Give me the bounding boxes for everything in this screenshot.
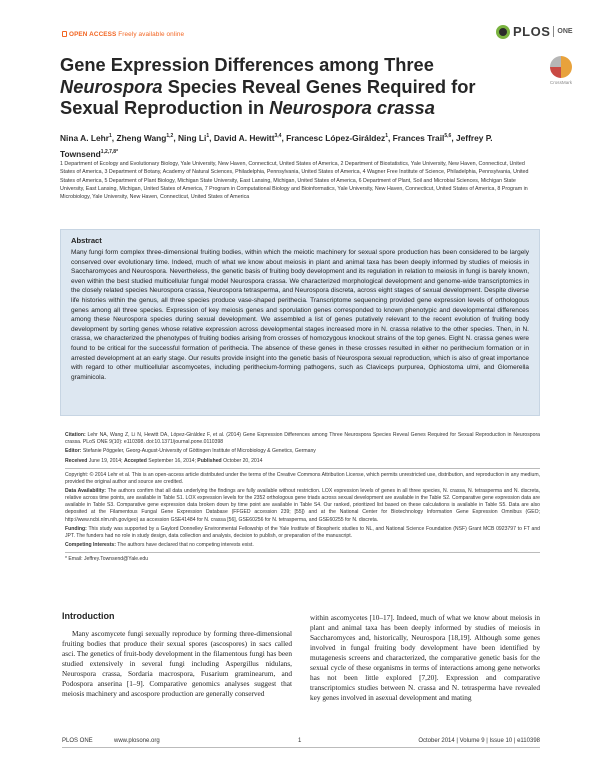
author-list: Nina A. Lehr$^1$, Zheng Wang$^{1,2}$, Ning Li$^1$, David A. Hewitt$^{3,4}$, Francesc López-Giráldez$^1$, Frances Trail$^{5,6}$, Jeffrey P. Townsend$^{1,2,7,8*}$	[60, 132, 493, 159]
author-affiliation-marker: 3,4	[274, 133, 282, 139]
competing-interests-text: The authors have declared that no competing interests exist.	[117, 542, 254, 549]
funding-text: This study was supported by a Gaylord Donnelley Environmental Fellowship of the Yale Institute of Biospheric studies to NL, and National Science Foundation (NSF) Grant MCB 0923797 to FT and JPT. The funders had no role in study design, data collection and analysis, decision to publish, or preparation of the manuscript.	[65, 525, 540, 539]
meta-divider	[65, 468, 540, 469]
plos-one-logo[interactable]	[496, 24, 573, 39]
funding: Funding: This study was supported by a Gaylord Donnelley Environmental Fellowship of the Yale Institute of Biospheric studies to NL, and National Science Foundation (NSF) Grant MCB 0923797 to FT and JPT. The funders had no role in study design, data collection and analysis, decision to publish, or preparation of the manuscript.	[65, 525, 540, 539]
meta-divider-2	[65, 552, 540, 553]
footer-rule	[62, 747, 540, 748]
crossmark-icon	[550, 56, 572, 78]
author-name: Jeffrey P. Townsend	[60, 132, 493, 159]
introduction-left-column: Many ascomycete fungi sexually reproduce by forming three-dimensional fruiting bodies that produce their sexual spores (ascospores) in sacs called asci. The genetics of fruit-body development in the filamentous fungi has been studied extensively in several fungi including Aspergillus nidulans, Neurospora crassa, Sordaria macrospora, Fusarium graminearum, and Podospora anserina [1–9]. Comparative genomics analyses suggest that meiosis machinery and ascospore production are generally conserved	[62, 629, 292, 698]
page-number: 1	[298, 738, 302, 744]
citation-text: Lehr NA, Wang Z, Li N, Hewitt DA, López-Giráldez F, et al. (2014) Gene Expression Differences among Three Neurospora Species Reveal Genes Required for Sexual Reproduction in Neurospora crassa. PLoS ONE 9(10): e110398. doi:10.1371/journal.pone.0110398	[65, 432, 540, 446]
editor-text: Stefanie Pöggeler, Georg-August-University of Göttingen Institute of Microbiology & Genetics, Germany	[82, 448, 316, 455]
logo-divider	[553, 26, 554, 37]
corresponding-email[interactable]: * Email: Jeffrey.Townsend@Yale.edu	[65, 556, 149, 563]
one-wordmark: ONE	[557, 28, 573, 35]
author-affiliation-marker: 1	[385, 133, 389, 139]
plos-wordmark: PLOS	[513, 24, 551, 39]
footer-issue: October 2014 | Volume 9 | Issue 10 | e110398	[418, 738, 540, 744]
article-title	[60, 54, 530, 119]
abstract-heading: Abstract	[71, 236, 102, 245]
author-affiliation-marker: 1,2	[166, 133, 174, 139]
competing-interests: Competing Interests: The authors have declared that no competing interests exist.	[65, 542, 254, 549]
plos-logo-icon	[496, 25, 510, 39]
copyright-text: Copyright: © 2014 Lehr et al. This is an open-access article distributed under the terms of the Creative Commons Attribution License, which permits unrestricted use, distribution, and reproduction in any medium, provided the original author and source are credited.	[65, 471, 540, 485]
author-affiliation-marker: 1	[206, 133, 210, 139]
open-access-label: OPEN ACCESS	[69, 31, 117, 38]
introduction-heading: Introduction	[62, 611, 115, 621]
abstract-box	[60, 229, 540, 416]
footer-journal: PLOS ONE	[62, 738, 93, 744]
citation: Citation: Lehr NA, Wang Z, Li N, Hewitt DA, López-Giráldez F, et al. (2014) Gene Expression Differences among Three Neurospora Species Reveal Genes Required for Sexual Reproduction in Neurospora crassa. PLoS ONE 9(10): e110398. doi:10.1371/journal.pone.0110398	[65, 432, 540, 446]
author-affiliation-marker: 1,2,7,8*	[100, 148, 119, 155]
title-part-1: Gene Expression Differences among Three	[60, 54, 434, 75]
title-species: Neurospora crassa	[269, 97, 435, 118]
freely-available-label: Freely available online	[118, 31, 185, 38]
title-part-2: Species Reveal Genes Required for Sexual Reproduction in	[60, 75, 476, 118]
data-availability-text: The authors confirm that all data underlying the findings are fully available without restriction. LOX expression levels of genes in all three species, N. crassa, N. tetrasperma and N. discreta, relative across time points, are available in Table S1. LOX expression levels for the 2352 orthologous gene triads across sexual development are available in the Table S2. Comparative gene expression data are available in Table S3. Comparative gene expression data broken down by time point are available in Table S4. Our ranked, prioritized list based on these calculations is available in Table S5. Data are also deposited at the Filamentous Fungal Gene Expression Database (FFGED accession 239; [55]) and at the National Center for Biotechnology Information Gene Expression Omnibus (GEO; http://www.ncbi.nlm.nih.gov/geo) as accession GSE41484 for N. crassa [56], GSE60256 for N. tetrasperma, and GSE60255 for N. discreta.	[65, 488, 540, 523]
crossmark-label: CrossMark	[549, 80, 573, 85]
author-name: Zheng Wang	[116, 132, 167, 143]
open-lock-icon	[62, 31, 67, 37]
title-genus-1: Neurospora	[60, 75, 163, 97]
affiliations: 1 Department of Ecology and Evolutionary Biology, Yale University, New Haven, Connecticut, United States of America, 2 Department of Biostatistics, Yale University, New Haven, Connecticut, United States of America, 3 Department of Botany, Academy of Natural Sciences, Philadelphia, Pennsylvania, United States of America, 4 Wagner Free Institute of Science, Philadelphia, Pennsylvania, United States of America, 5 Department of Plant Biology, Michigan State University, East Lansing, Michigan, United States of America, 6 Department of Plant, Soil and Microbial Sciences, Michigan State University, East Lansing, Michigan, United States of America, 7 Program in Computational Biology and Bioinformatics, Yale University, New Haven, Connecticut, United States of America, 8 Program in Microbiology, Yale University, New Haven, Connecticut, United States of America	[60, 161, 529, 201]
author-name: Ning Li	[178, 132, 207, 143]
author-name: Nina A. Lehr	[60, 132, 110, 143]
dates: Received June 19, 2014; Accepted September 16, 2014; Published October 20, 2014	[65, 457, 263, 464]
open-access-banner	[62, 31, 184, 38]
author-name: Francesc López-Giráldez	[286, 132, 386, 143]
author-name: Frances Trail	[392, 132, 445, 143]
crossmark-badge[interactable]	[546, 56, 576, 85]
introduction-right-column: within ascomycetes [10–17]. Indeed, much of what we know about meiosis in plant and animal taxa has been deeply informed by studies of meiosis in Saccharomyces and, historically, Neurospora [18,19]. Although some genes involved in fungal fruiting body development have been identified by mutagenesis screens and characterized, the comparative genetic basis for the sexual cycle of these organisms in terms of interactions among gene networks has not been little explored [7,20]. Expression and comparative transcriptomics studies between N. crassa and N. tetrasperma have revealed key genes involved in asexual development and mating	[310, 613, 540, 702]
data-availability: Data Availability: The authors confirm that all data underlying the findings are fully available without restriction. LOX expression levels of genes in all three species, N. crassa, N. tetrasperma and N. discreta, relative across time points, are available in Table S1. LOX expression levels for the 2352 orthologous gene triads across sexual development are available in the Table S2. Comparative gene expression data are available in Table S3. Comparative gene expression data broken down by time point are available in Table S4. Our ranked, prioritized list based on these calculations is available in Table S5. Data are also deposited at the Filamentous Fungal Gene Expression Database (FFGED accession 239; [55]) and at the National Center for Biotechnology Information Gene Expression Omnibus (GEO; http://www.ncbi.nlm.nih.gov/geo) as accession GSE41484 for N. crassa [56], GSE60256 for N. tetrasperma, and GSE60255 for N. discreta.	[65, 488, 540, 523]
editor: Editor: Stefanie Pöggeler, Georg-August-University of Göttingen Institute of Microbiology & Genetics, Germany	[65, 448, 316, 455]
abstract-text: Many fungi form complex three-dimensional fruiting bodies, within which the meiotic machinery for sexual spore production has been considered to be largely conserved over evolutionary time. Indeed, much of what we know about meiosis in plant and animal taxa has been deeply informed by studies of meiosis in Saccharomyces and Neurospora. Nevertheless, the genetic basis of fruiting body development and its regulation in relation to meiosis in fungi is barely known, even within the best studied multicellular fungal model Neurospora crassa. We characterized morphological development and genome-wide transcriptomics in the closely related species Neurospora crassa, Neurospora tetrasperma, and Neurospora discreta, across eight stages of sexual development. Despite diverse life histories within the genus, all three species produce vase-shaped perithecia. Transcriptome sequencing provided gene expression levels of orthologous genes among all three species. Expression of key meiosis genes and sporulation genes corresponded to known phenotypic and developmental differences among these Neurospora species during sexual development. We assembled a list of genes putatively relevant to the recent evolution of fruiting body development by sorting genes whose relative expression across developmental stages increased more in N. crassa relative to the other species. Then, in N. crassa, we characterized the phenotypes of fruiting bodies arising from crosses of homozygous knockout strains of the top genes. Eight N. crassa genes were found to be critical for the successful formation of perithecia. The absence of these genes in these crosses resulted in either no perithecium formation or in arrested development at an early stage. Our results provide insight into the genetic basis of Neurospora sexual reproduction, which is also of great importance with regard to other multicellular ascomycetes, including perithecium-forming pathogens, such as Claviceps purpurea, Ophiostoma ulmi, and Glomerella graminicola.	[71, 249, 529, 381]
article-metadata	[65, 432, 540, 566]
author-affiliation-marker: 1	[109, 133, 112, 139]
author-affiliation-marker: 5,6	[444, 133, 452, 139]
author-name: David A. Hewitt	[213, 132, 275, 143]
footer-url[interactable]: www.plosone.org	[114, 738, 160, 744]
